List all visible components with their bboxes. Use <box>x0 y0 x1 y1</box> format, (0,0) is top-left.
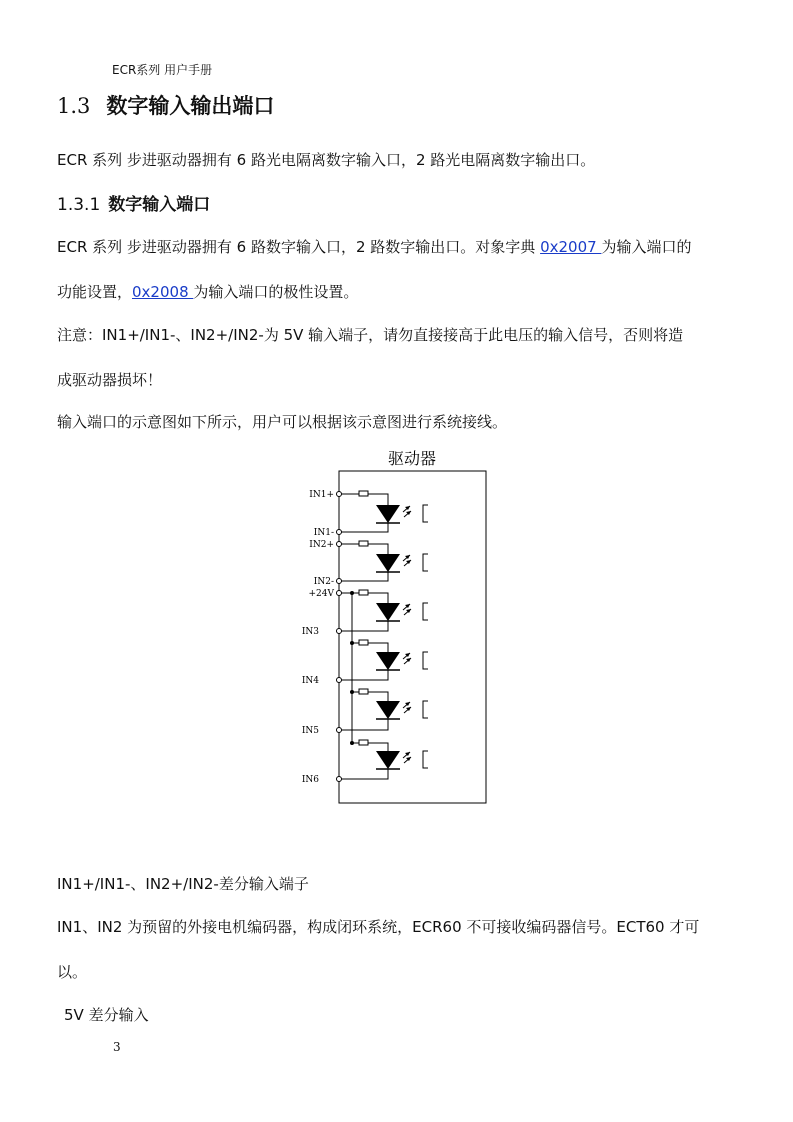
text-run: 为输入端口的 <box>601 238 692 256</box>
section-number: 1.3 <box>57 94 91 118</box>
terminal-label-in2-plus: IN2+ <box>309 540 334 550</box>
encoder-note-line: IN1、IN2 为预留的外接电机编码器，构成闭环系统，ECR60 不可接收编码器信号。ECT60 才可 <box>57 918 700 936</box>
terminal-label-in1-plus: IN1+ <box>309 490 334 500</box>
terminal-label-in2-minus: IN2- <box>313 577 334 587</box>
text-run: 为输入端口的极性设置。 <box>193 283 359 301</box>
encoder-note-line: 以。 <box>57 963 88 981</box>
section-heading <box>57 90 274 120</box>
warning-note-line: 成驱动器损坏！ <box>57 371 163 389</box>
page-number: 3 <box>113 1040 121 1054</box>
channel-3-circuit <box>337 590 429 634</box>
input-port-diagram <box>280 440 520 840</box>
subsection-number: 1.3.1 <box>57 195 101 215</box>
driver-box <box>339 471 486 803</box>
paragraph-line <box>57 281 358 302</box>
channel-2-circuit <box>337 541 429 584</box>
object-dictionary-link-0x2008[interactable]: 0x2008 <box>132 283 194 301</box>
diff-terminal-caption: IN1+/IN1-、IN2+/IN2-差分输入端子 <box>57 875 309 893</box>
channel-4-circuit <box>337 640 429 683</box>
subsection-title: 数字输入端口 <box>108 195 211 215</box>
terminal-label-in5: IN5 <box>301 726 319 736</box>
object-dictionary-link-0x2007[interactable]: 0x2007 <box>540 238 602 256</box>
text-run: ECR 系列 步进驱动器拥有 6 路数字输入口，2 路数字输出口。对象字典 <box>57 238 541 256</box>
subsection-heading <box>57 190 210 215</box>
driver-box-title: 驱动器 <box>387 449 437 468</box>
running-header: ECR系列 用户手册 <box>112 63 213 77</box>
diff-input-label: 5V 差分输入 <box>64 1006 149 1024</box>
paragraph-line <box>57 236 691 257</box>
terminal-label-in1-minus: IN1- <box>313 528 334 538</box>
channel-1-circuit <box>337 491 429 535</box>
diagram-intro: 输入端口的示意图如下所示，用户可以根据该示意图进行系统接线。 <box>57 413 508 431</box>
warning-note-line: 注意：IN1+/IN1-、IN2+/IN2-为 5V 输入端子，请勿直接接高于此电压的输入信号，否则将造 <box>57 326 684 344</box>
section-title: 数字输入输出端口 <box>106 94 275 118</box>
channel-5-circuit <box>337 689 429 733</box>
terminal-label-in3: IN3 <box>301 627 319 637</box>
intro-paragraph: ECR 系列 步进驱动器拥有 6 路光电隔离数字输入口，2 路光电隔离数字输出口。 <box>57 151 596 169</box>
channel-6-circuit <box>337 740 429 782</box>
text-run: 功能设置， <box>57 283 133 301</box>
terminal-label-in6: IN6 <box>301 775 319 785</box>
terminal-label-24v: +24V <box>308 589 334 599</box>
terminal-label-in4: IN4 <box>301 676 319 686</box>
